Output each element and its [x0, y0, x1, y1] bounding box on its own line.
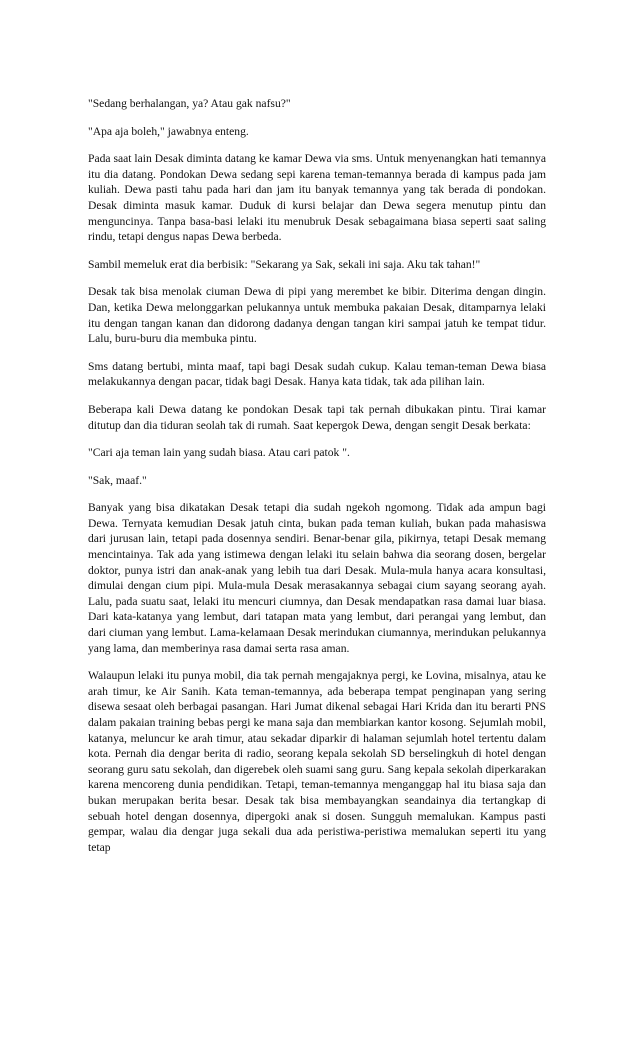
paragraph: Desak tak bisa menolak ciuman Dewa di pipi yang merembet ke bibir. Diterima dengan dingin. Dan, ketika Dewa melonggarkan pelukannya untuk membuka pakaian Desak, ditamparnya lelaki itu dengan tangan kanan dan didorong dadanya dengan tangan kiri sampai jatuh ke tempat tidur. Lalu, buru-buru dia membuka pintu. — [88, 285, 546, 346]
paragraph: Beberapa kali Dewa datang ke pondokan Desak tapi tak pernah dibukakan pintu. Tirai kamar ditutup dan dia tiduran seolah tak di rumah. Saat kepergok Dewa, dengan sengit Desak berkata: — [88, 402, 546, 432]
paragraph: Pada saat lain Desak diminta datang ke kamar Dewa via sms. Untuk menyenangkan hati temannya itu dia datang. Pondokan Dewa sedang sepi karena teman-temannya berada di kampus pada jam kuliah. Dewa pasti tahu pada hari dan jam itu banyak temannya yang tak berada di pondokan. Desak diminta masuk kamar. Duduk di kursi belajar dan Dewa segera menutup pintu dan menguncinya. Tanpa basa-basi lelaki itu menubruk Desak sebagaimana biasa seperti saat saling rindu, tetapi dengus napas Dewa berbeda. — [88, 152, 546, 244]
paragraph: "Sak, maaf." — [88, 473, 147, 487]
paragraph: Walaupun lelaki itu punya mobil, dia tak pernah mengajaknya pergi, ke Lovina, misalnya, atau ke arah timur, ke Air Sanih. Kata teman-temannya, ada beberapa tempat penginapan yang sering disewa sesaat oleh berbagai pasangan. Hari Jumat dikenal sebagai Hari Krida dan itu berarti PNS dalam pakaian training bebas pergi ke mana saja dan membiarkan kantor kosong. Sejumlah mobil, katanya, meluncur ke arah timur, atau sekadar diparkir di halaman sejumlah hotel tertentu dalam kota. Pernah dia dengar berita di radio, seorang kepala sekolah SD berselingkuh di hotel dengan seorang guru satu sekolah, dan digerebek oleh suami sang guru. Sang kepala sekolah diperkarakan karena mencoreng dunia pendidikan. Tetapi, teman-temannya menganggap hal itu biasa saja dan bukan merupakan berita besar. Desak tak bisa membayangkan seandainya dia tertangkap di sebuah hotel dengan dosennya, dipergoki anak si dosen. Sungguh memalukan. Kampus pasti gempar, walau dia dengar juga sekali dua ada peristiwa-peristiwa memalukan seperti itu yang tetap — [88, 669, 546, 854]
paragraph: "Sedang berhalangan, ya? Atau gak nafsu?" — [88, 97, 291, 110]
paragraph: Sms datang bertubi, minta maaf, tapi bagi Desak sudah cukup. Kalau teman-teman Dewa biasa melakukannya dengan pacar, tidak bagi Desak. Hanya kata tidak, tak ada pilihan lain. — [88, 359, 546, 389]
document-page — [88, 96, 546, 867]
paragraph: Banyak yang bisa dikatakan Desak tetapi dia sudah ngekoh ngomong. Tidak ada ampun bagi Dewa. Ternyata kemudian Desak jatuh cinta, bukan pada teman kuliah, bukan pada mahasiswa dari jurusan lain, tetapi pada dosennya sendiri. Benar-benar gila, pikirnya, tetapi Desak memang mencintainya. Tak ada yang istimewa dengan lelaki itu selain bahwa dia seorang dosen, bergelar doktor, punya istri dan anak-anak yang lebih tua dari Desak. Mula-mula hanya acara konsultasi, dimulai dengan cium pipi. Mula-mula Desak merasakannya sebagai cium sayang seorang ayah. Lalu, pada suatu saat, lelaki itu mencuri ciumnya, dan Desak mendapatkan rasa damai luar biasa. Dari kata-katanya yang lembut, dari tatapan mata yang lembut, dari perangai yang lembut, dan dari ciuman yang lembut. Lama-kelamaan Desak merindukan ciumannya, merindukan pelukannya yang lama, dan memberinya rasa damai serta rasa aman. — [88, 501, 546, 655]
paragraph: "Apa aja boleh," jawabnya enteng. — [88, 124, 249, 138]
paragraph: Sambil memeluk erat dia berbisik: "Sekarang ya Sak, sekali ini saja. Aku tak tahan!" — [88, 257, 481, 271]
paragraph: "Cari aja teman lain yang sudah biasa. Atau cari patok ". — [88, 446, 350, 460]
